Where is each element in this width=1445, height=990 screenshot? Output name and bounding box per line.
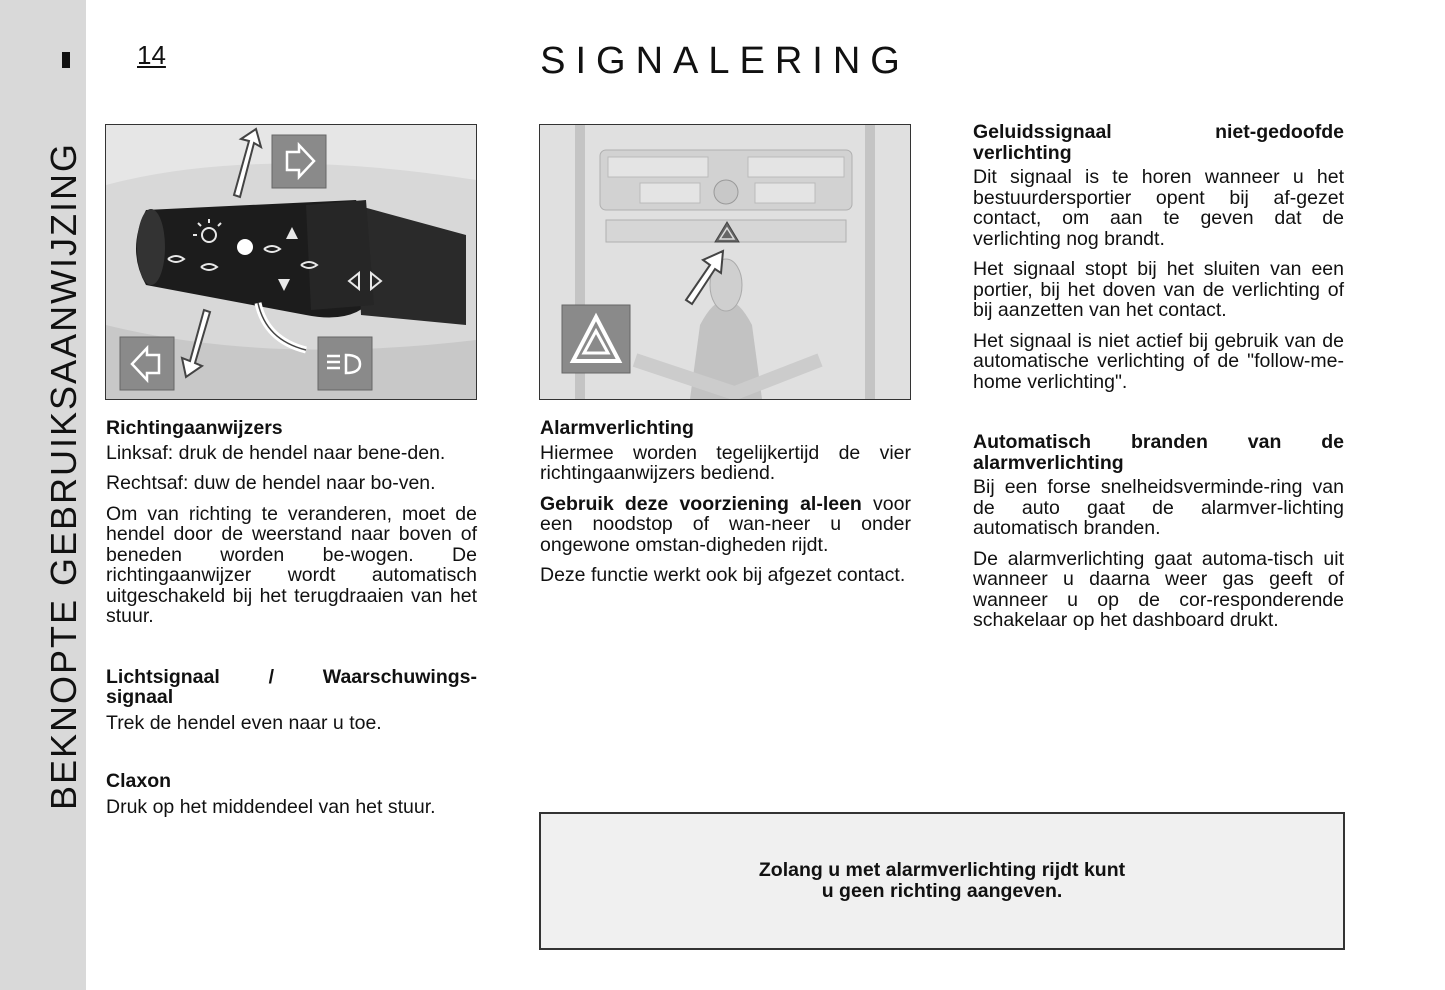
paragraph: Hiermee worden tegelijkertijd de vier richtingaanwijzers bediend.: [540, 441, 911, 484]
stalk-illustration: [106, 125, 476, 399]
page-title: SIGNALERING: [540, 40, 910, 82]
paragraph: Deze functie werkt ook bij afgezet contact.: [540, 564, 906, 586]
right-column: [973, 122, 1344, 641]
section-marker: [62, 52, 70, 68]
middle-column: [540, 418, 911, 596]
heading-geluidssignaal: Geluidssignaal niet-gedoofde: [973, 121, 1344, 143]
paragraph: Om van richting te veranderen, moet de hendel door de weerstand naar boven of beneden worden be-wogen. De richtingaanwijzer wordt automatisch uitgeschakeld bij het terugdraaien van het stuur.: [106, 502, 477, 627]
hazard-figure: [539, 124, 911, 400]
emphasis-text: Gebruik deze voorziening al-leen: [540, 492, 862, 515]
paragraph: Trek de hendel even naar u toe.: [106, 711, 382, 734]
heading-alarmverlichting: Alarmverlichting: [540, 417, 694, 439]
heading-richtingaanwijzers: Richtingaanwijzers: [106, 417, 283, 439]
hazard-illustration: [540, 125, 910, 399]
heading-geluidssignaal-cont: verlichting: [973, 141, 1072, 164]
paragraph: Rechtsaf: duw de hendel naar bo-ven.: [106, 472, 436, 494]
paragraph: Druk op het middendeel van het stuur.: [106, 795, 436, 818]
left-column: [106, 418, 477, 827]
paragraph: Dit signaal is te horen wanneer u het bestuurdersportier opent bij af-gezet contact, om aan te geven dat de verlichting nog brandt.: [973, 166, 1344, 250]
notice-box: [539, 812, 1345, 950]
heading-automatisch-branden-cont: alarmverlichting: [973, 451, 1124, 474]
paragraph: Bij een forse snelheidsverminde-ring van de auto gaat de alarmver-lichting automatisch branden.: [973, 476, 1344, 539]
paragraph: De alarmverlichting gaat automa-tisch uit wanneer u daarna weer gas geeft of wanneer u op de cor-responderende schakelaar op het dashboard drukt.: [973, 547, 1344, 631]
page-number: 14: [137, 40, 166, 70]
heading-claxon: Claxon: [106, 770, 172, 792]
paragraph: Het signaal is niet actief bij gebruik van de automatische verlichting of de "follow-me-home verlichting".: [973, 329, 1344, 393]
sidebar-section-title: BEKNOPTE GEBRUIKSAANWIJZING: [43, 141, 84, 811]
notice-text: [759, 860, 1125, 902]
paragraph: Linksaf: druk de hendel naar bene-den.: [106, 441, 446, 464]
notice-line: u geen richting aangeven.: [821, 880, 1063, 902]
heading-lichtsignaal: Lichtsignaal / Waarschuwings-: [106, 665, 477, 688]
paragraph: Het signaal stopt bij het sluiten van een portier, bij het doven van de verlichting of bij aanzetten van het contact.: [973, 258, 1344, 321]
heading-lichtsignaal-cont: signaal: [106, 686, 174, 708]
heading-automatisch-branden: Automatisch branden van de: [973, 431, 1344, 453]
stalk-figure: [105, 124, 477, 400]
notice-line: Zolang u met alarmverlichting rijdt kunt: [758, 859, 1126, 881]
paragraph-text: voor een noodstop of wan-neer u onder ongewone omstan-digheden rijdt.: [540, 492, 911, 556]
paragraph: [540, 494, 911, 556]
